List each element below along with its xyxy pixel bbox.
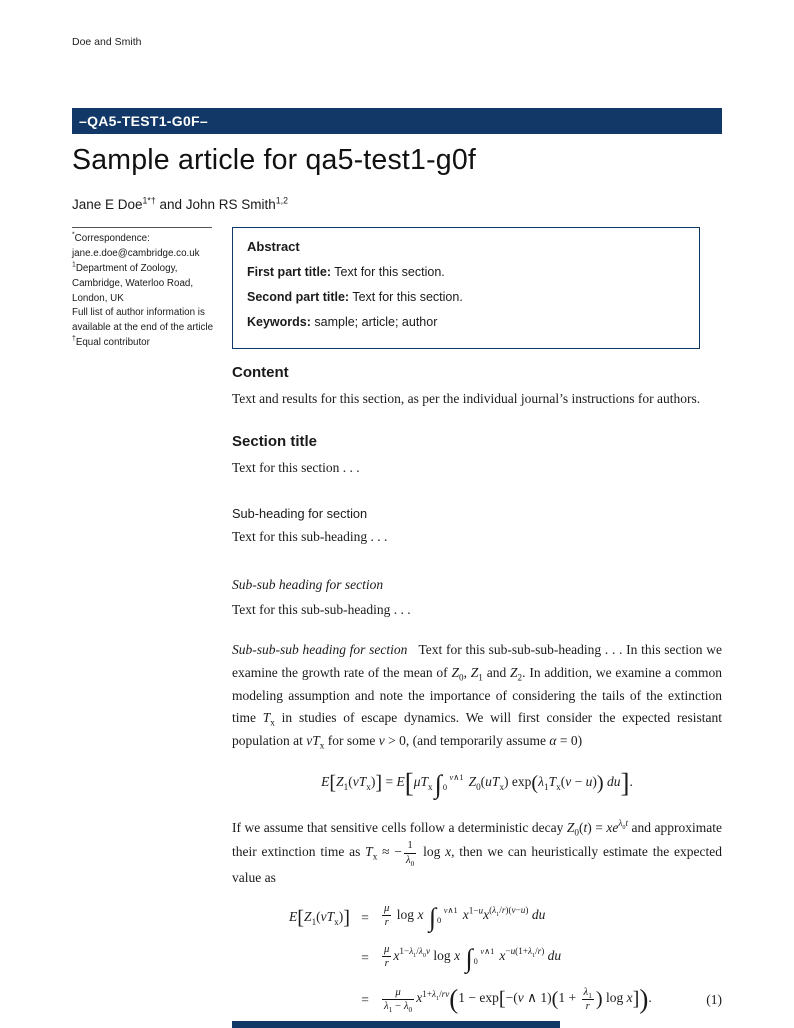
equation-rhs: $\frac{\mu}{r}$ $x^{1-\lambda_1/\lambda_0v}$ log x ∫ v∧1 0 $x^{-u(1+\lambda_1/r)}$ du [384,942,562,973]
page-title: Sample article for qa5-test1-g0f [72,144,477,176]
equation-relation: = [361,991,369,1007]
aligned-equations [232,902,722,1016]
paragraph-sub-sub-section: Text for this sub-sub-heading . . . [232,601,411,617]
abstract-item-label: Keywords: [247,315,311,330]
banner-label: –QA5-TEST1-G0F– [79,113,208,129]
abstract-heading: Abstract [247,239,300,254]
abstract-item-label: Second part title: [247,290,350,305]
heading-content: Content [232,364,289,381]
paragraph-content: Text and results for this section, as per the individual journal’s instructions for authors. [232,391,701,407]
heading-section-title: Section title [232,432,318,450]
article-id-banner [72,108,722,134]
main-column [232,360,722,1025]
abstract-item-text: sample; article; author [314,315,438,330]
heading-sub-sub-section: Sub-sub heading for section [232,576,384,592]
abstract-item-text: Text for this section. [352,290,463,305]
author-line: Jane E Doe$^{1*\dagger}$ and John RS Smith$^{1,2}$ [72,195,288,212]
heading-sub-section: Sub-heading for section [232,505,368,521]
paragraph-assume: If we assume that sensitive cells follow a deterministic decay $Z_0(t) = xe^{\lambda_0t}$ and approximate their extinction time as $T_x$ ≈ − $\frac{1}{\lambda_0}$ log x, then we can heuristically estimate the expected value as [232,818,722,886]
correspondence-text: *Correspondence: jane.e.doe@cambridge.co.uk $^1$Department of Zoology, Cambridge, Waterloo Road, London, UK Full list of author information is available at the end of the article †Equal contributor [72,231,214,349]
equation-rhs: $\frac{\mu}{r}$ log x ∫ v∧1 0 $x^{1-u}x^{(\lambda_1/r)(v-u)}$ du [384,901,546,933]
equation-relation: = [361,909,369,925]
sidebar-rule [72,227,212,228]
paragraph-run-in-heading: Sub-sub-sub heading for section Text for this sub-sub-sub-heading . . . In this section we examine the growth rate of the mean of $Z_0$, $Z_1$ and $Z_2$. In addition, we examine a common modeling assumption and note the importance of considering the tails of the extinction time $T_x$ in studies of escape dynamics. We will first consider the expected resistant population at $vT_x$ for some v > 0, (and temporarily assume α = 0) [232,642,722,751]
abstract-item-second [247,288,685,306]
equation-row [232,943,722,975]
correspondence-block [72,227,224,351]
abstract-item-keywords [247,313,685,331]
abstract-item-label: First part title: [247,265,332,279]
abstract-box [232,227,700,349]
running-header: Doe and Smith [72,36,142,48]
paragraph-section: Text for this section . . . [232,460,360,476]
abstract-item-text: Text for this section. [334,265,445,279]
display-equation: $E[Z_1(vT_x)] = E[\mu T_x\int$ v∧1 0 $Z_0(uT_x) \exp(\lambda_1T_x(v - u))$ du]. [321,767,633,799]
abstract-item-first [247,263,685,281]
equation-row [232,902,722,934]
equation-lhs: $E[Z_1(vT_x)]$ [289,906,350,929]
equation-row [232,983,722,1015]
paragraph-sub-section: Text for this sub-heading . . . [232,529,388,545]
equation-number: (1) [706,991,722,1007]
equation-rhs: $\frac{\mu}{\lambda_1 - \lambda_0}$ $x^{1+\lambda_1/rv}(1 - \exp[-(v$ ∧ 1)(1 + $\frac{\lambda_1}{r}$ ) log x]). [384,984,652,1015]
equation-relation: = [361,950,369,966]
footer-bar [232,1021,560,1028]
